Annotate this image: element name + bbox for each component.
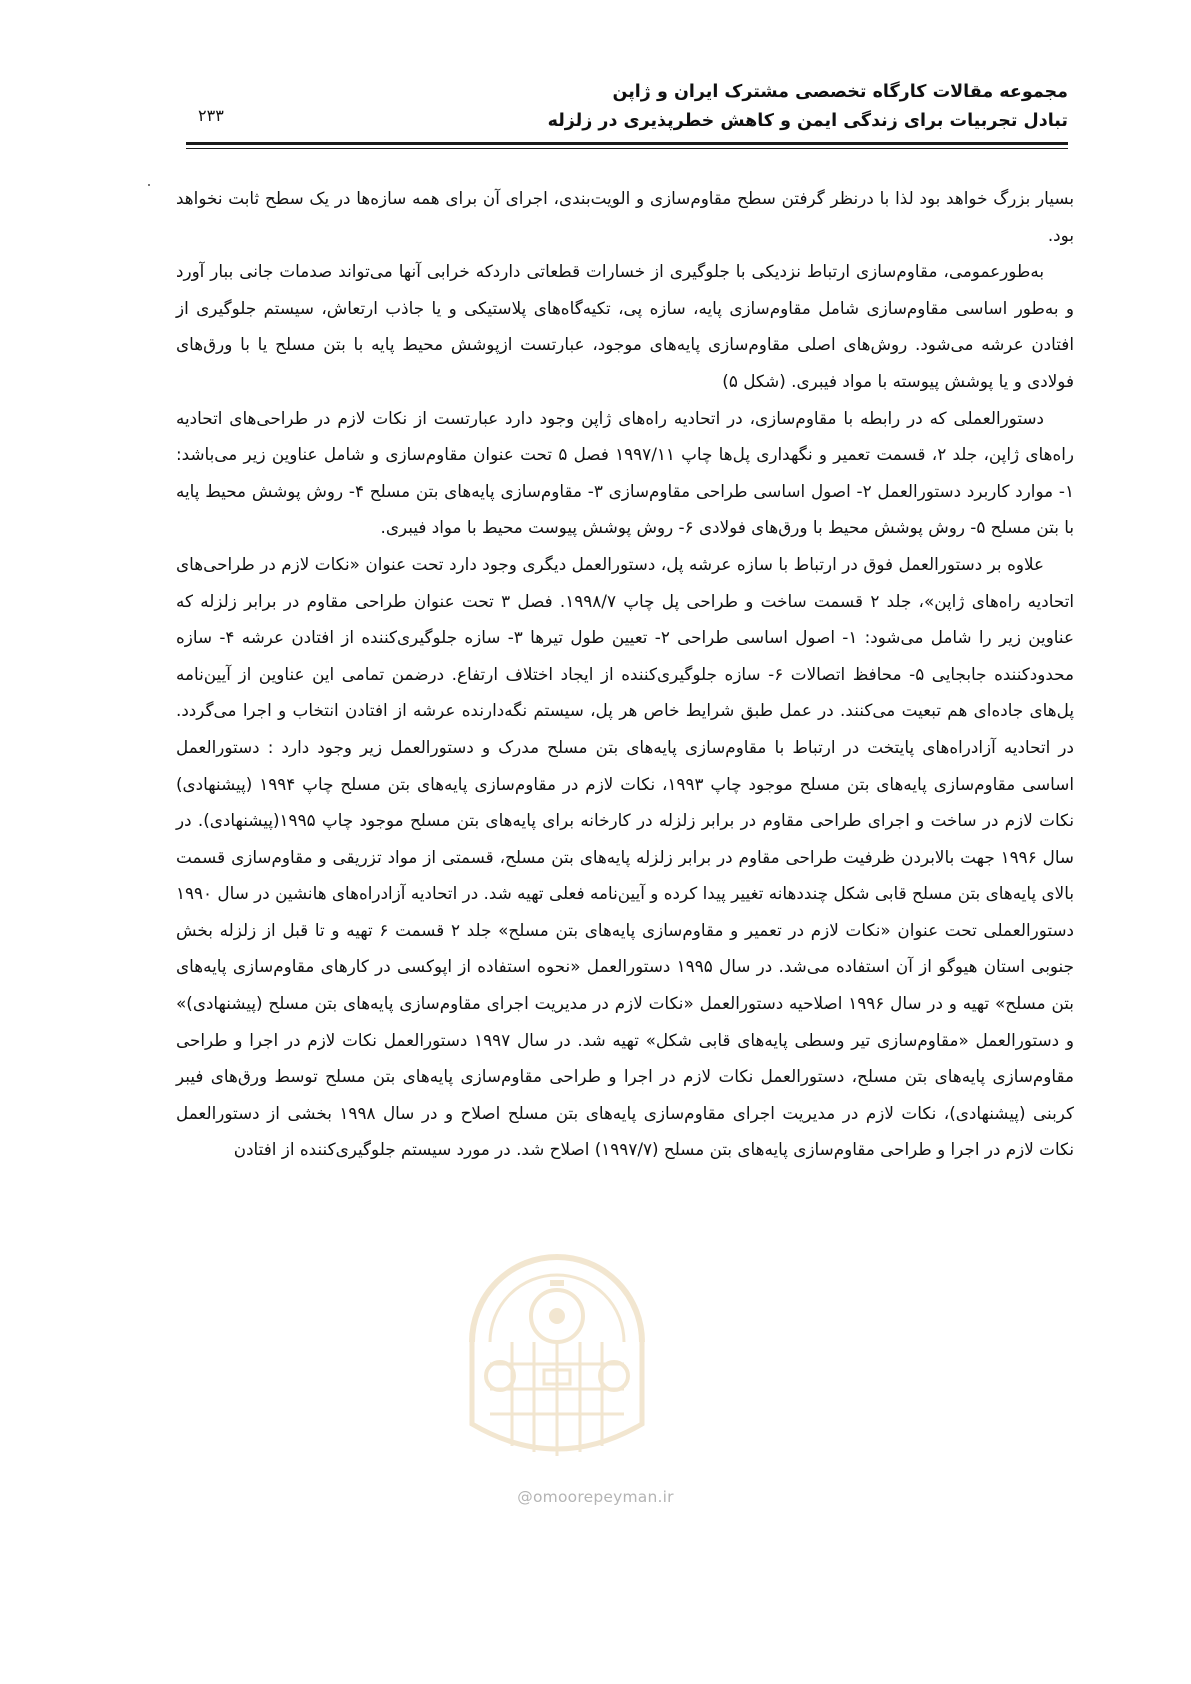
header-rule-thick — [186, 142, 1068, 145]
omoore-peyman-emblem-icon — [452, 1224, 662, 1474]
proceedings-subtitle: تبادل تجربیات برای زندگی ایمن و کاهش خطرپذیری در زلزله — [547, 111, 1068, 131]
header-rule-thin — [186, 148, 1068, 149]
watermark-url: @omoorepeyman.ir — [517, 1488, 674, 1506]
scan-speck — [148, 184, 150, 186]
page-header — [186, 78, 1068, 138]
paragraph-4: علاوه بر دستورالعمل فوق در ارتباط با سازه عرشه پل، دستورالعمل دیگری وجود دارد تحت عنوان «نکات لازم در طراحی‌های اتحادیه راه‌های ژاپن»، جلد ۲ قسمت ساخت و طراحی پل چاپ ۱۹۹۸/۷. فصل ۳ تحت عنوان طراحی مقاوم در برابر زلزله که عناوین زیر را شامل می‌شود: ۱- اصول اساسی طراحی ۲- تعیین طول تیرها ۳- سازه جلوگیری‌کننده از افتادن عرشه ۴- سازه محدودکننده جابجایی ۵- محافظ اتصالات ۶- سازه جلوگیری‌کننده از ایجاد اختلاف ارتفاع. درضمن تمامی این عناوین از آیین‌نامه پل‌های جاده‌ای هم تبعیت می‌کنند. در عمل طبق شرایط خاص هر پل، سیستم نگه‌دارنده عرشه از افتادن انتخاب و اجرا می‌گردد. در اتحادیه آزادراه‌های پایتخت در ارتباط با مقاوم‌سازی پایه‌های بتن مسلح مدرک و دستورالعمل زیر وجود دارد : دستورالعمل اساسی مقاوم‌سازی پایه‌های بتن مسلح موجود چاپ ۱۹۹۳، نکات لازم در مقاوم‌سازی پایه‌های بتن مسلح چاپ ۱۹۹۴ (پیشنهادی) نکات لازم در ساخت و اجرای طراحی مقاوم در برابر زلزله در کارخانه برای پایه‌های بتن مسلح موجود چاپ ۱۹۹۵(پیشنهادی). در سال ۱۹۹۶ جهت بالابردن ظرفیت طراحی مقاوم در برابر زلزله پایه‌های بتن مسلح، قسمتی از مواد تزریقی و مقاوم‌سازی قسمت بالای پایه‌های بتن مسلح قابی شکل چنددهانه تغییر پیدا کرده و آیین‌نامه فعلی تهیه شد. در اتحادیه آزادراه‌های هانشین در سال ۱۹۹۰ دستورالعملی تحت عنوان «نکات لازم در تعمیر و مقاوم‌سازی پایه‌های بتن مسلح» جلد ۲ قسمت ۶ تهیه و تا قبل از زلزله بخش جنوبی استان هیوگو از آن استفاده می‌شد. در سال ۱۹۹۵ دستورالعمل «نحوه استفاده از اپوکسی در کارهای مقاوم‌سازی پایه‌های بتن مسلح» تهیه و در سال ۱۹۹۶ اصلاحیه دستورالعمل «نکات لازم در مدیریت اجرای مقاوم‌سازی پایه‌های بتن مسلح (پیشنهادی)» و دستورالعمل «مقاوم‌سازی تیر وسطی پایه‌های قابی شکل» تهیه شد. در سال ۱۹۹۷ دستورالعمل نکات لازم در اجرا و طراحی مقاوم‌سازی پایه‌های بتن مسلح، دستورالعمل نکات لازم در اجرا و طراحی مقاوم‌سازی پایه‌های بتن مسلح توسط ورق‌های فیبر کربنی (پیشنهادی)، نکات لازم در مدیریت اجرای مقاوم‌سازی پایه‌های بتن مسلح اصلاح و در سال ۱۹۹۸ بخشی از دستورالعمل نکات لازم در اجرا و طراحی مقاوم‌سازی پایه‌های بتن مسلح (۱۹۹۷/۷) اصلاح شد. در مورد سیستم جلوگیری‌کننده از افتادن — [176, 553, 1075, 1160]
proceedings-title: مجموعه مقالات کارگاه تخصصی مشترک ایران و ژاپن — [612, 82, 1068, 102]
paragraph-3: دستورالعملی که در رابطه با مقاوم‌سازی، در اتحادیه راه‌های ژاپن وجود دارد عبارتست از نکات لازم در طراحی‌های اتحادیه راه‌های ژاپن، جلد ۲، قسمت تعمیر و نگهداری پل‌ها چاپ ۱۹۹۷/۱۱ فصل ۵ تحت عنوان مقاوم‌سازی و شامل عناوین زیر می‌باشد: ۱- موارد کاربرد دستورالعمل ۲- اصول اساسی طراحی مقاوم‌سازی ۳- مقاوم‌سازی پایه‌های بتن مسلح ۴- روش پوشش محیط پایه با بتن مسلح ۵- روش پوشش محیط با ورق‌های فولادی ۶- روش پوشش پیوست محیط با مواد فیبری. — [176, 407, 1074, 538]
body-text — [176, 180, 1074, 1168]
header-titles — [548, 78, 1068, 136]
page-number: ۲۳۳ — [198, 106, 224, 125]
paragraph-2: به‌طورعمومی، مقاوم‌سازی ارتباط نزدیکی با جلوگیری از خسارات قطعاتی داردکه خرابی آنها می‌تواند صدمات جانی ببار آورد و به‌طور اساسی مقاوم‌سازی شامل مقاوم‌سازی پایه، سازه پی، تکیه‌گاه‌های پلاستیکی و یا جاذب ارتعاش، سیستم جلوگیری از افتادن عرشه می‌شود. روش‌های اصلی مقاوم‌سازی پایه‌های موجود، عبارتست ازپوشش محیط پایه با بتن مسلح یا با ورق‌های فولادی و یا پوشش پیوسته با مواد فیبری. (شکل ۵) — [176, 261, 1074, 391]
paragraph-1: بسیار بزرگ خواهد بود لذا با درنظر گرفتن سطح مقاوم‌سازی و الویت‌بندی، اجرای آن برای همه سازه‌ها در یک سطح ثابت نخواهد بود. — [176, 188, 1074, 245]
